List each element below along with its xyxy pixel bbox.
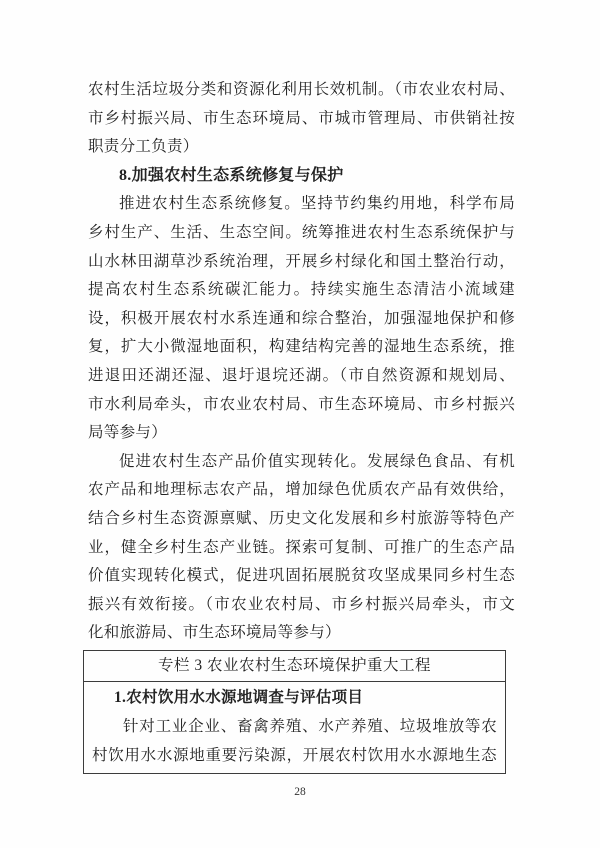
text-line: 市水利局牵头，市农业农村局、市生态环境局、市乡村振兴 <box>88 395 515 413</box>
text-line: 结合乡村生态资源禀赋、历史文化发展和乡村旅游等特色产 <box>88 509 515 527</box>
panel-text-line: 村饮用水水源地重要污染源，开展农村饮用水水源地生态 <box>92 746 497 764</box>
text-line: 山水林田湖草沙系统治理，开展乡村绿化和国土整治行动， <box>88 252 515 270</box>
text-line: 复，扩大小微湿地面积，构建结构完善的湿地生态系统，推 <box>88 338 515 356</box>
text-line: 促进农村生态产品价值实现转化。发展绿色食品、有机 <box>119 452 515 470</box>
text-line: 化和旅游局、市生态环境局等参与） <box>88 624 341 642</box>
page-number: 28 <box>294 786 306 798</box>
text-line: 乡村生产、生活、生态空间。统筹推进农村生态系统保护与 <box>88 223 515 241</box>
text-line: 业，健全乡村生态产业链。探索可复制、可推广的生态产品 <box>88 538 515 556</box>
panel-item-title: 1.农村饮用水水源地调查与评估项目 <box>114 688 364 706</box>
page-body <box>88 76 515 774</box>
section-heading-8: 8.加强农村生态系统修复与保护 <box>119 166 344 184</box>
panel-body <box>84 682 505 773</box>
panel-title: 专栏 3 农业农村生态环境保护重大工程 <box>84 651 505 682</box>
paragraph-eco-product-value <box>88 448 515 648</box>
text-line: 市乡村振兴局、市生态环境局、市城市管理局、市供销社按 <box>88 109 515 127</box>
text-line: 设，积极开展农村水系连通和综合整治，加强湿地保护和修 <box>88 309 515 327</box>
panel-text-line: 针对工业企业、畜禽养殖、水产养殖、垃圾堆放等农 <box>123 717 497 735</box>
text-line: 推进农村生态系统修复。坚持节约集约用地，科学布局 <box>119 195 515 213</box>
text-line: 农产品和地理标志农产品，增加绿色优质农产品有效供给， <box>88 481 515 499</box>
highlight-panel-column3 <box>83 650 506 774</box>
text-line: 价值实现转化模式，促进巩固拓展脱贫攻坚成果同乡村生态 <box>88 567 515 585</box>
paragraph-ecosystem-restoration <box>88 190 515 447</box>
text-line: 农村生活垃圾分类和资源化利用长效机制。（市农业农村局、 <box>88 81 515 98</box>
text-line: 职责分工负责） <box>88 138 199 156</box>
text-line: 进退田还湖还湿、退圩退垸还湖。（市自然资源和规划局、 <box>88 366 515 384</box>
text-line: 提高农村生态系统碳汇能力。持续实施生态清洁小流域建 <box>88 281 515 299</box>
paragraph-waste-mechanism <box>88 76 515 162</box>
text-line: 局等参与） <box>88 424 168 442</box>
text-line: 振兴有效衔接。（市农业农村局、市乡村振兴局牵头，市文 <box>88 595 515 613</box>
